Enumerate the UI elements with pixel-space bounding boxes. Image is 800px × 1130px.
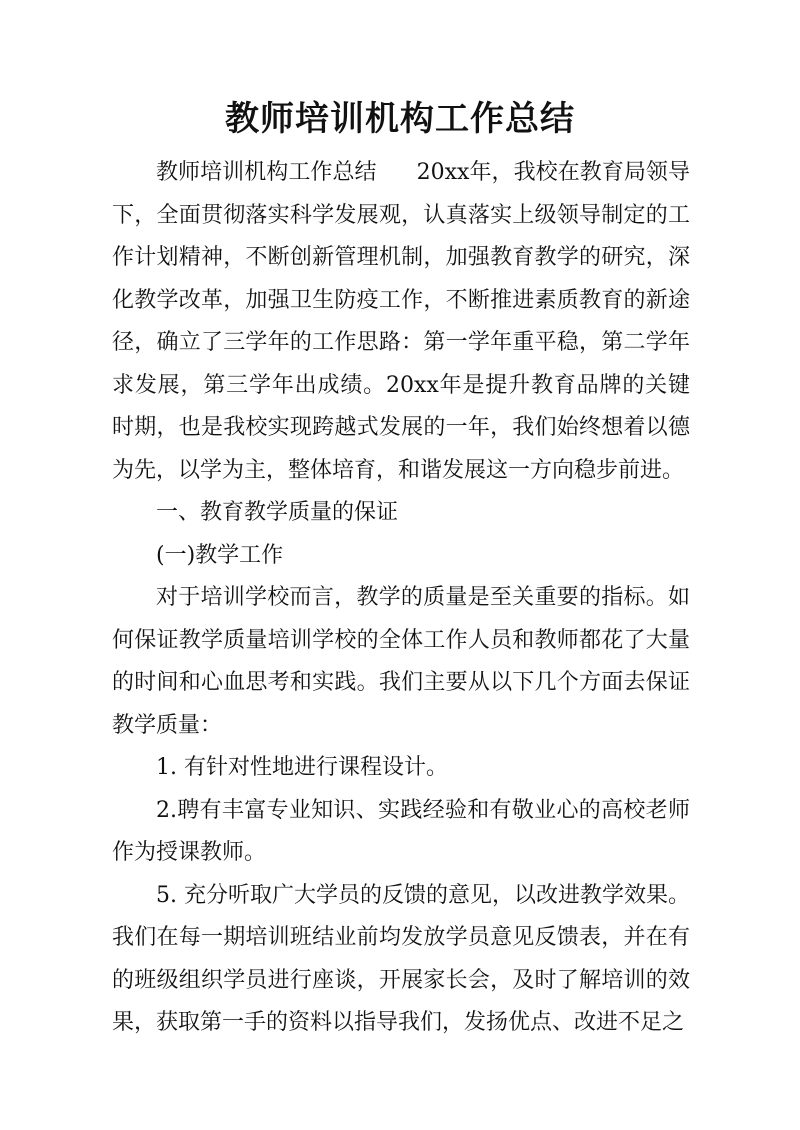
document-body [112,152,690,1045]
document-title: 教师培训机构工作总结 [225,99,575,139]
list-item-2: 2.聘有丰富专业知识、实践经验和有敬业心的高校老师作为授课教师。 [112,797,690,865]
list-item-1: 1. 有针对性地进行课程设计。 [156,755,448,780]
intro-paragraph [112,152,690,492]
intro-label: 教师培训机构工作总结 [156,160,377,185]
teaching-paragraph: 对于培训学校而言，教学的质量是至关重要的指标。如何保证教学质量培训学校的全体工作人员和教师都花了大量的时间和心血思考和实践。我们主要从以下几个方面去保证教学质量： [112,585,690,738]
list-item-5: 5. 充分听取广大学员的反馈的意见，以改进教学效果。我们在每一期培训班结业前均发放学员意见反馈表，并在有的班级组织学员进行座谈，开展家长会，及时了解培训的效果，获取第一手的资料以指导我们，发扬优点、改进不足之 [112,882,690,1035]
subsection-heading: (一)教学工作 [156,542,284,568]
section-heading: 一、教育教学质量的保证 [156,500,399,525]
intro-text: 20xx年，我校在教育局领导下，全面贯彻落实科学发展观，认真落实上级领导制定的工作计划精神，不断创新管理机制，加强教育教学的研究，深化教学改革，加强卫生防疫工作，不断推进素质教育的新途径，确立了三学年的工作思路：第一学年重平稳，第二学年求发展，第三学年出成绩。20xx年是提升教育品牌的关键时期，也是我校实现跨越式发展的一年，我们始终想着以德为先，以学为主，整体培育，和谐发展这一方向稳步前进。 [112,160,690,483]
